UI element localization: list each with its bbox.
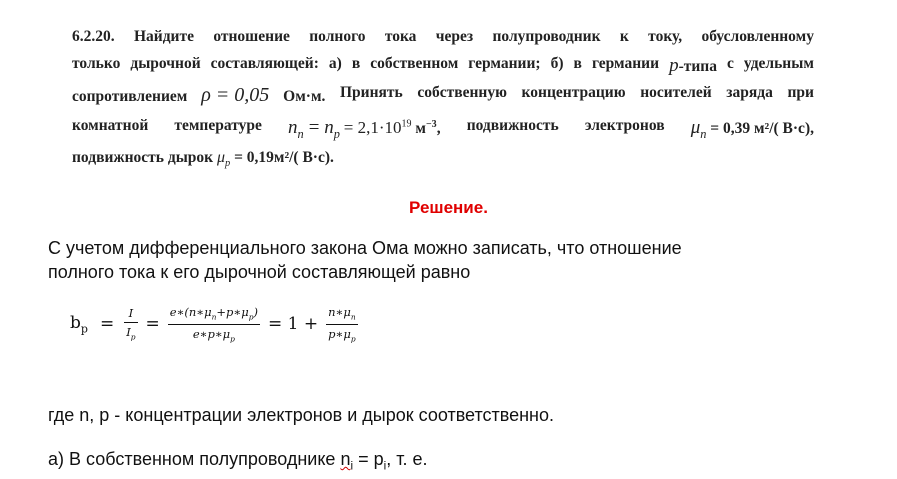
unit-exponent: −3 [425,118,437,130]
word: сопротивлением [72,88,188,105]
den-symbol: I [126,325,131,340]
word: германии; [468,55,541,72]
num-text: n∗μ [328,305,351,320]
word: обусловленному [701,28,814,45]
unit: м [415,120,426,137]
problem-line-3 [72,84,814,107]
electron-mobility [691,117,814,142]
solution-heading: Решение. [409,198,488,217]
ie-text: , т. е. [386,449,428,469]
problem-line-5 [72,149,334,169]
n-subscript: n [700,126,707,141]
word: собственном [370,55,459,72]
fraction-bar [124,322,137,323]
word: комнатной [72,117,149,134]
fraction-bar [168,324,260,325]
equals-p: = p [358,449,384,469]
solution-paragraph-line-2: полного тока к его дырочной составляющей равно [48,262,471,282]
word: б) [550,55,564,72]
n-i-variable [340,449,354,473]
fraction-mobility-ratio [326,305,358,343]
i-subscript: i [350,459,354,473]
word: концентрацию [521,84,626,101]
word: а) [328,55,342,72]
p-subscript: p [350,333,356,343]
word: при [787,84,814,101]
numerator: I [128,306,134,321]
i-subscript: i [383,459,387,473]
word: -типа [678,58,717,75]
word: подвижность [466,117,559,134]
current-ratio-formula [70,298,362,350]
equals-sign: = [145,314,160,334]
word: Принять [340,84,403,101]
p-type-word [669,55,717,77]
fraction-bar [326,324,358,325]
numerator: $e∗(n∗\mu_n+p∗\mu_p)$ [169,305,258,322]
word: с [727,55,734,72]
equals-sign: = [99,314,115,334]
n-subscript: n [297,126,304,141]
hole-mobility-value: = 0,19м²/( В·с). [234,149,334,166]
fraction-full-expression [168,305,260,343]
denominator [124,325,137,341]
p-subscript: p [80,322,88,336]
num-text: e∗(n∗μ [169,305,212,320]
problem-line-4 [72,117,814,142]
concentration-expression [288,117,441,142]
problem-line-2 [72,55,814,77]
word: в [573,55,582,72]
equals-one-plus: = 1 + [268,314,319,334]
mu-n-variable [690,117,707,141]
den-text: e∗p∗μ [192,326,231,341]
denominator [326,327,357,343]
word: носителей [640,84,712,101]
word: электронов [584,117,665,134]
numerator [326,305,358,321]
word: через [435,28,474,45]
word: тока [384,28,417,45]
intrinsic-case-line [48,449,427,473]
word: отношение [213,28,290,45]
p-subscript: p [230,333,235,343]
fraction-current-ratio [124,306,137,341]
problem-number: 6.2.20. [72,28,115,45]
b-symbol: b [70,312,81,333]
problem-line-1 [72,28,814,46]
word: в [351,55,361,72]
sub-p: p [248,312,254,322]
word: к [619,28,629,45]
resistivity-group [72,84,325,107]
unit: Ом·м. [283,88,326,105]
solution-paragraph-line-1: С учетом дифференциального закона Ома можно записать, что отношение [48,238,682,258]
concentration-unit: $м^{-3}$, [415,118,441,137]
den-text: p∗μ [328,326,351,341]
exponent: 19 [401,118,412,130]
p-i-variable [358,449,387,473]
mu-p-variable [216,149,231,170]
word: Найдите [133,28,194,45]
sub-n: n [211,312,217,322]
word: полупроводник [492,28,601,45]
p-variable: p [669,55,679,76]
equals-sign: = [307,117,321,138]
n-symbol: n [324,117,334,138]
word: германии [591,55,660,72]
p-subscript: p [333,126,340,141]
word: составляющей: [210,55,319,72]
n-symbol: n [288,117,298,138]
n-subscript: n [350,312,356,322]
rho-value: ρ = 0,05 [201,84,270,106]
hole-mobility-label: подвижность дырок [72,149,214,166]
word: только [72,55,121,72]
intrinsic-text: а) В собственном полупроводнике [48,449,336,469]
value-text: = 2,1·10 [343,118,402,137]
p-subscript: p [225,158,231,170]
concentration-definition: где n, p - концентрации электронов и дырок соответственно. [48,405,555,425]
p-subscript: p [130,332,136,342]
concentration-value [344,118,412,137]
word: дырочной [130,55,201,72]
word: температуре [174,117,262,134]
mu-symbol: μ [216,149,226,166]
word: току, [648,28,683,45]
word: полного [309,28,366,45]
n-p-variable [324,117,340,141]
n-n-variable [288,117,304,141]
word: собственную [417,84,507,101]
formula-lhs [70,313,88,335]
mu-symbol: μ [690,117,701,138]
denominator [191,327,237,343]
word: заряда [726,84,773,101]
word: удельным [743,55,814,72]
n-symbol: n [340,449,351,469]
mobility-value: = 0,39 м²/( В·с), [710,120,814,137]
